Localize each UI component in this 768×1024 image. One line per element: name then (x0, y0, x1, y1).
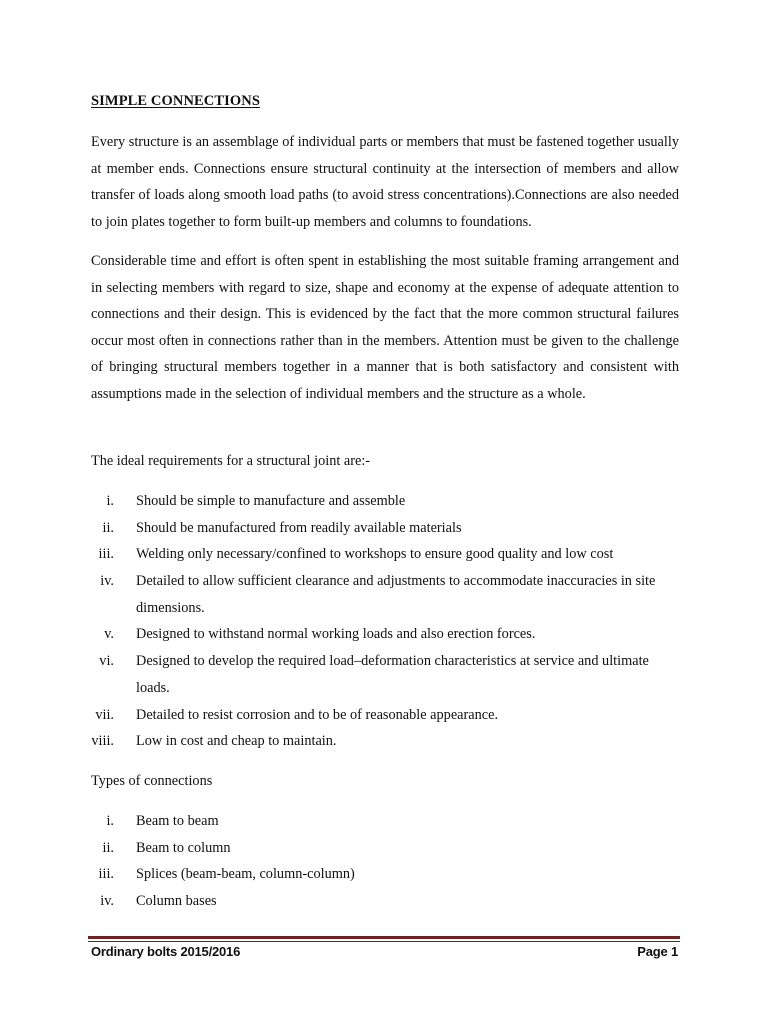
list-item-text: Detailed to allow sufficient clearance and adjustments to accommodate inaccuracies in site dimensions. (136, 573, 656, 616)
list-item-number: iii. (98, 866, 114, 883)
list-item-number: iii. (98, 546, 114, 563)
list-item-number: iv. (100, 573, 114, 590)
list-item-text: Designed to develop the required load–deformation characteristics at service and ultimate loads. (136, 653, 649, 696)
list-item (0, 835, 768, 862)
list-item (0, 888, 768, 915)
list-item-text: Splices (beam-beam, column-column) (136, 866, 355, 883)
list-item-text: Detailed to resist corrosion and to be of reasonable appearance. (136, 706, 499, 723)
list-item-number: i. (106, 813, 114, 829)
types-intro: Types of connections (91, 773, 213, 789)
types-list (0, 808, 768, 915)
list-item-text: Beam to column (136, 839, 231, 856)
list-item-number: vii. (95, 706, 114, 723)
list-item-text: Low in cost and cheap to maintain. (136, 733, 337, 750)
list-item (0, 568, 768, 621)
list-item-text: Should be manufactured from readily available materials (136, 519, 462, 536)
footer-divider-thin (88, 941, 680, 942)
list-item-text: Column bases (136, 893, 217, 910)
paragraph-design-effort: Considerable time and effort is often spent in establishing the most suitable framing arrangement and in selecting members with regard to size, shape and economy at the expense of adequate attention to connections and their design. This is evidenced by the fact that the more common structural failures occur most often in connections rather than in the members. Attention must be given to the challenge of bringing structural members together in a manner that is both satisfactory and consistent with assumptions made in the selection of individual members and the structure as a whole. (91, 253, 679, 402)
requirements-intro: The ideal requirements for a structural joint are:- (91, 453, 371, 469)
footer-page-number: Page 1 (637, 944, 678, 959)
list-item-number: ii. (102, 839, 114, 856)
requirements-list (0, 488, 768, 755)
list-item (0, 541, 768, 568)
list-item (0, 515, 768, 542)
list-item (0, 702, 768, 729)
list-item-number: v. (104, 626, 114, 643)
list-item (0, 488, 768, 515)
list-item-number: i. (106, 493, 114, 509)
list-item-number: ii. (102, 519, 114, 536)
list-item (0, 808, 768, 835)
list-item-text: Designed to withstand normal working loads and also erection forces. (136, 626, 536, 643)
footer-doc-title: Ordinary bolts 2015/2016 (91, 944, 241, 959)
paragraph-intro: Every structure is an assemblage of individual parts or members that must be fastened together usually at member ends. Connections ensure structural continuity at the intersection of members and allow transfer of loads along smooth load paths (to avoid stress concentrations).Connections are also needed to join plates together to form built-up members and columns to foundations. (91, 134, 679, 230)
list-item-number: viii. (91, 733, 114, 750)
list-item-text: Beam to beam (136, 813, 219, 829)
list-item (0, 621, 768, 648)
list-item-text: Should be simple to manufacture and assemble (136, 493, 406, 509)
footer-divider-thick (88, 936, 680, 939)
list-item (0, 728, 768, 755)
list-item-number: vi. (99, 653, 114, 670)
list-item (0, 648, 768, 701)
list-item (0, 861, 768, 888)
list-item-text: Welding only necessary/confined to workshops to ensure good quality and low cost (136, 546, 614, 563)
page-title: SIMPLE CONNECTIONS (91, 93, 260, 109)
list-item-number: iv. (100, 893, 114, 910)
